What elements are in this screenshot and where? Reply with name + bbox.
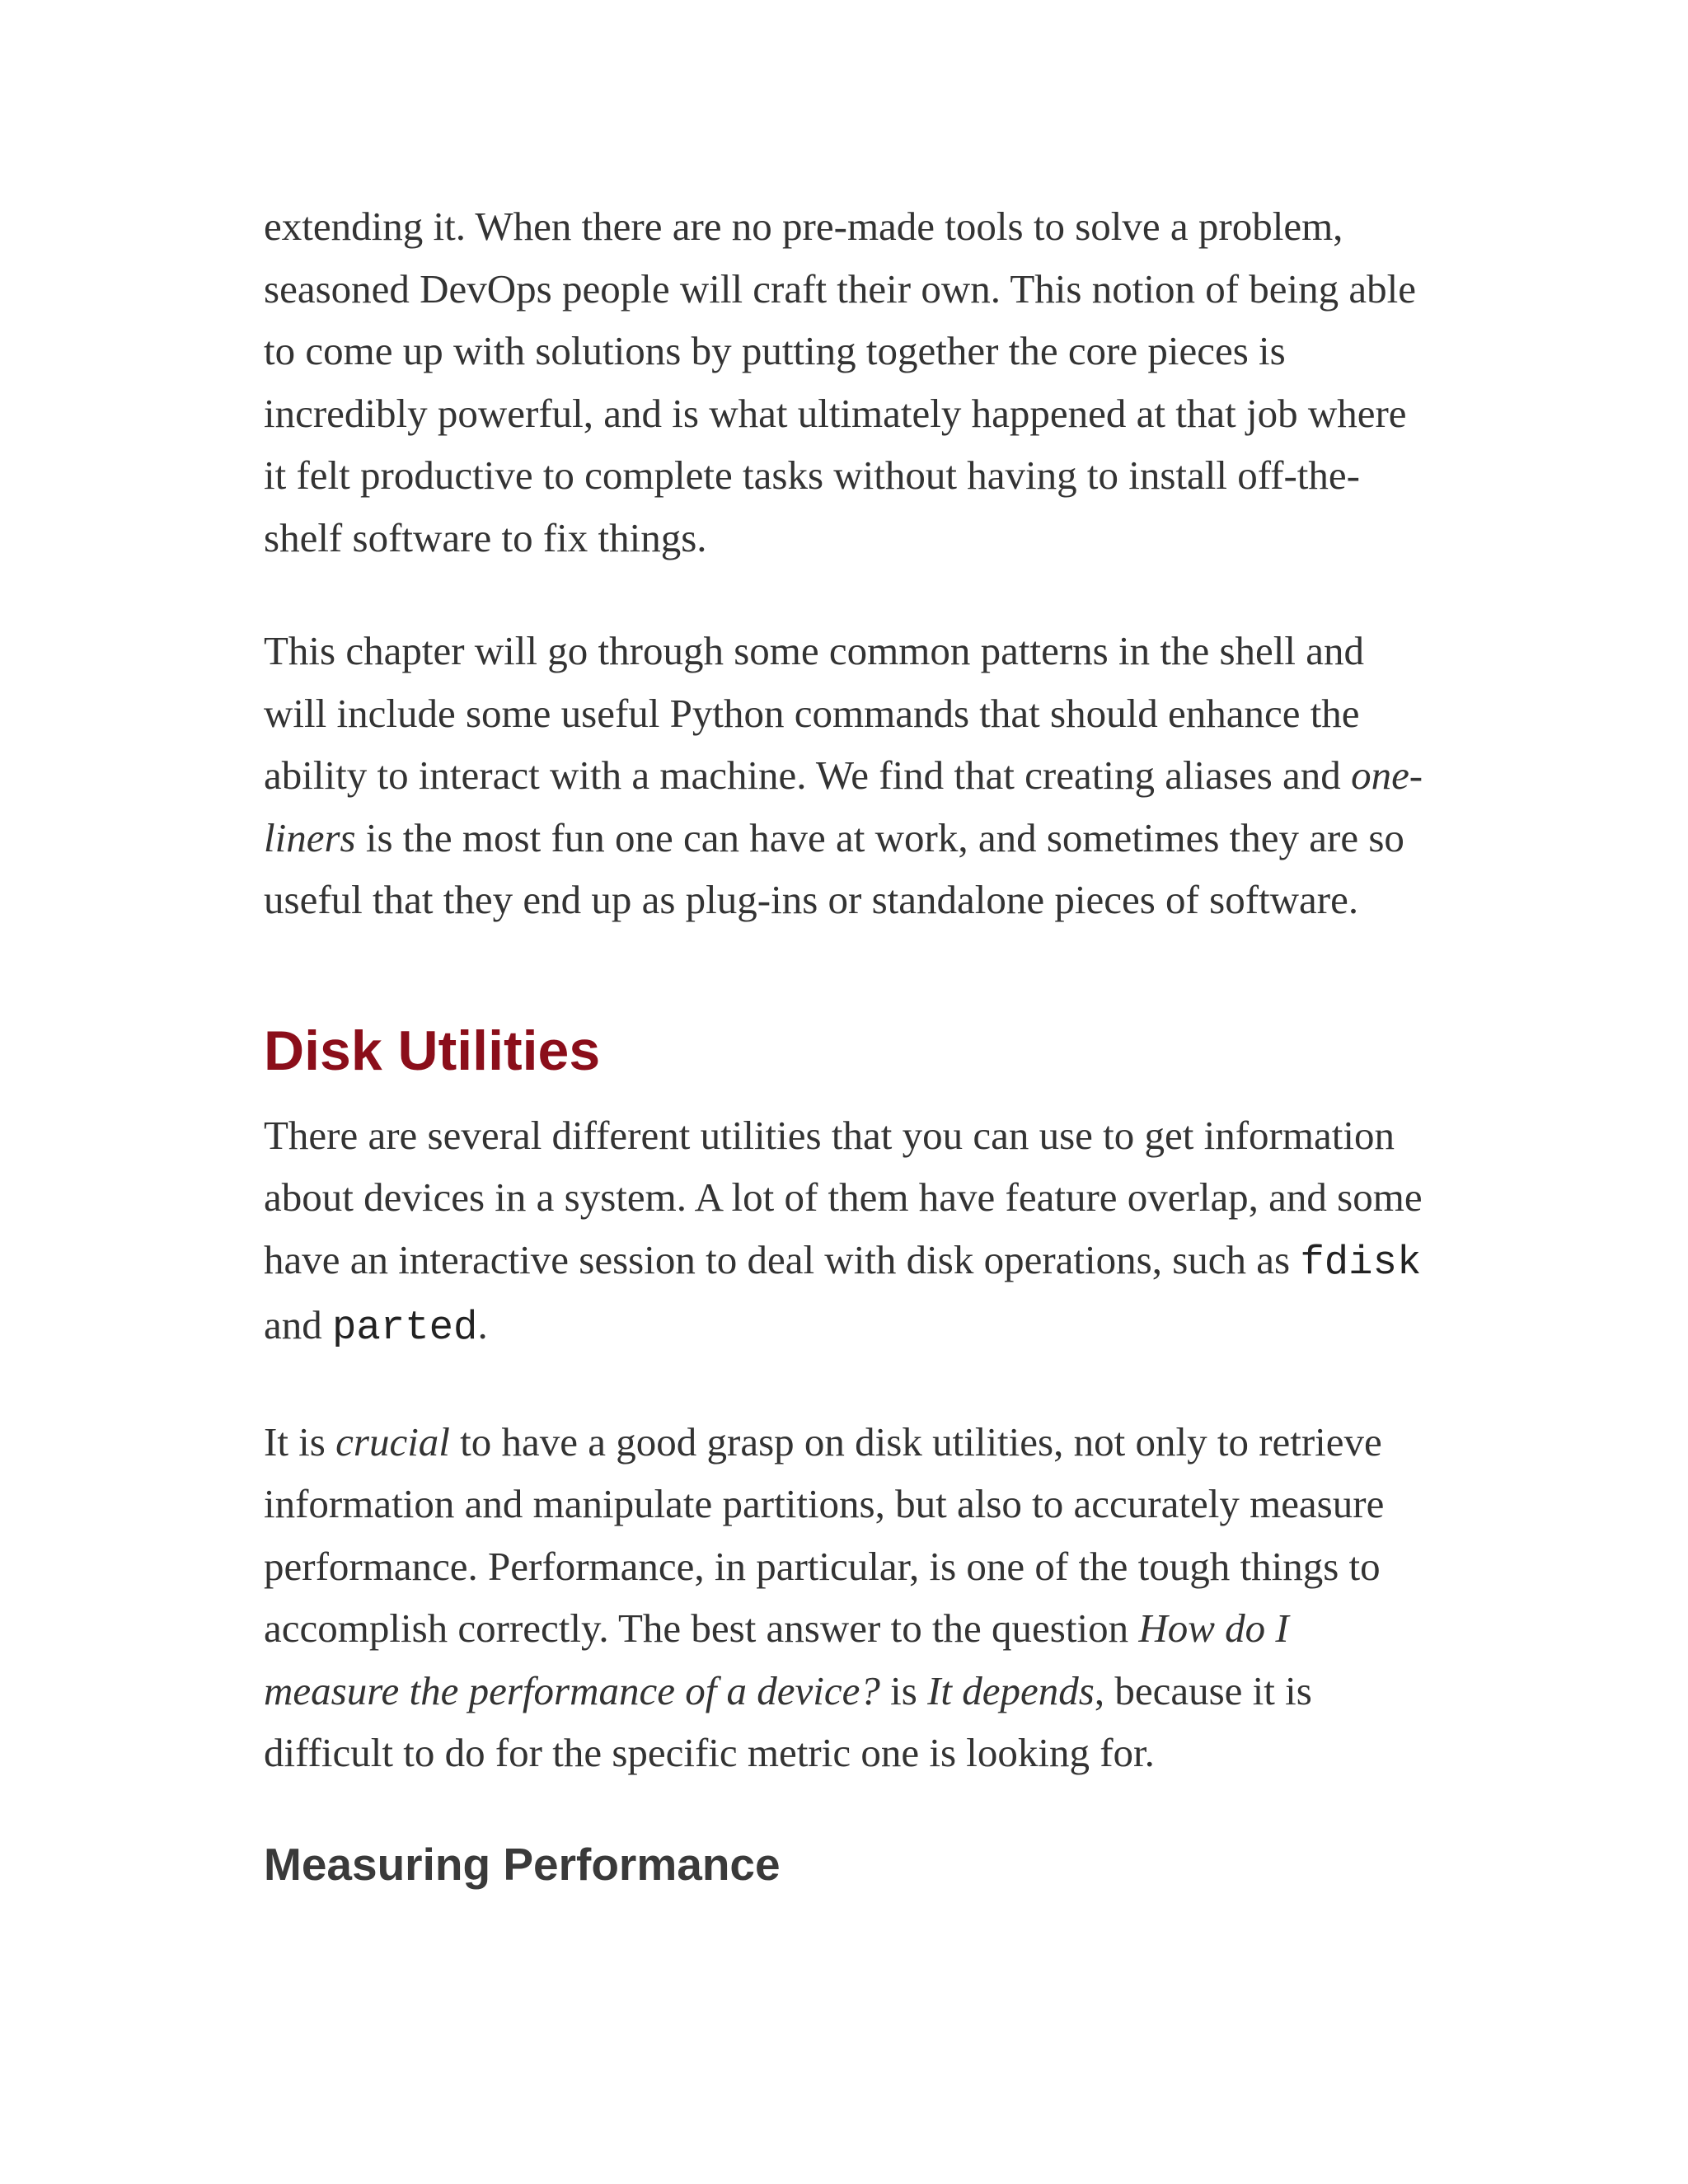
text-column [264,195,1434,1893]
paragraph-text: is [879,1667,928,1713]
paragraph-chapter-intro [264,620,1434,931]
section-heading: Disk Utilities [264,1019,601,1082]
paragraph-text: , because it is difficult to do for the specific metric one is looking for. [264,1667,1312,1775]
paragraph-text: This chapter will go through some common patterns in the shell and will include some useful Python commands that should enhance the ability to interact with a machine. We find that creating aliases and [264,628,1364,798]
subsection-heading: Measuring Performance [264,1838,781,1890]
paragraph-text: It is [264,1418,336,1465]
paragraph-text: There are several different utilities that you can use to get information about devices in a system. A lot of them have feature overlap, and some have an interactive session to deal with disk operations, such as [264,1112,1423,1282]
paragraph-text: is the most fun one can have at work, and sometimes they are so useful that they end up as plug-ins or standalone pieces of software. [264,814,1404,922]
paragraph-utilities [264,1104,1434,1360]
emphasis-one-liners: one-liners [264,752,1423,860]
subsection-heading-wrap [264,1835,1434,1893]
emphasis-question: How do I measure the performance of a device? [264,1605,1289,1713]
paragraph-extending [264,195,1434,569]
emphasis-it-depends: It depends [927,1667,1095,1713]
paragraph-text: . [477,1302,488,1347]
code-fdisk: fdisk [1300,1239,1422,1286]
section-heading-wrap [264,1018,1434,1084]
paragraph-text: to have a good grasp on disk utilities, not only to retrieve information and manipulate partitions, but also to accurately measure performance. Performance, in particular, is one of the tough things to accomplish correctly. The best answer to the question [264,1418,1385,1651]
paragraph-text: and [264,1302,332,1347]
code-parted: parted [332,1305,478,1351]
paragraph-crucial [264,1411,1434,1784]
paragraph-text: extending it. When there are no pre-made tools to solve a problem, seasoned DevOps people will craft their own. This notion of being able to come up with solutions by putting together the core pieces is incredibly powerful, and is what ultimately happened at that job where it felt productive to complete tasks without having to install off-the-shelf software to fix things. [264,204,1416,560]
emphasis-crucial: crucial [335,1418,450,1465]
